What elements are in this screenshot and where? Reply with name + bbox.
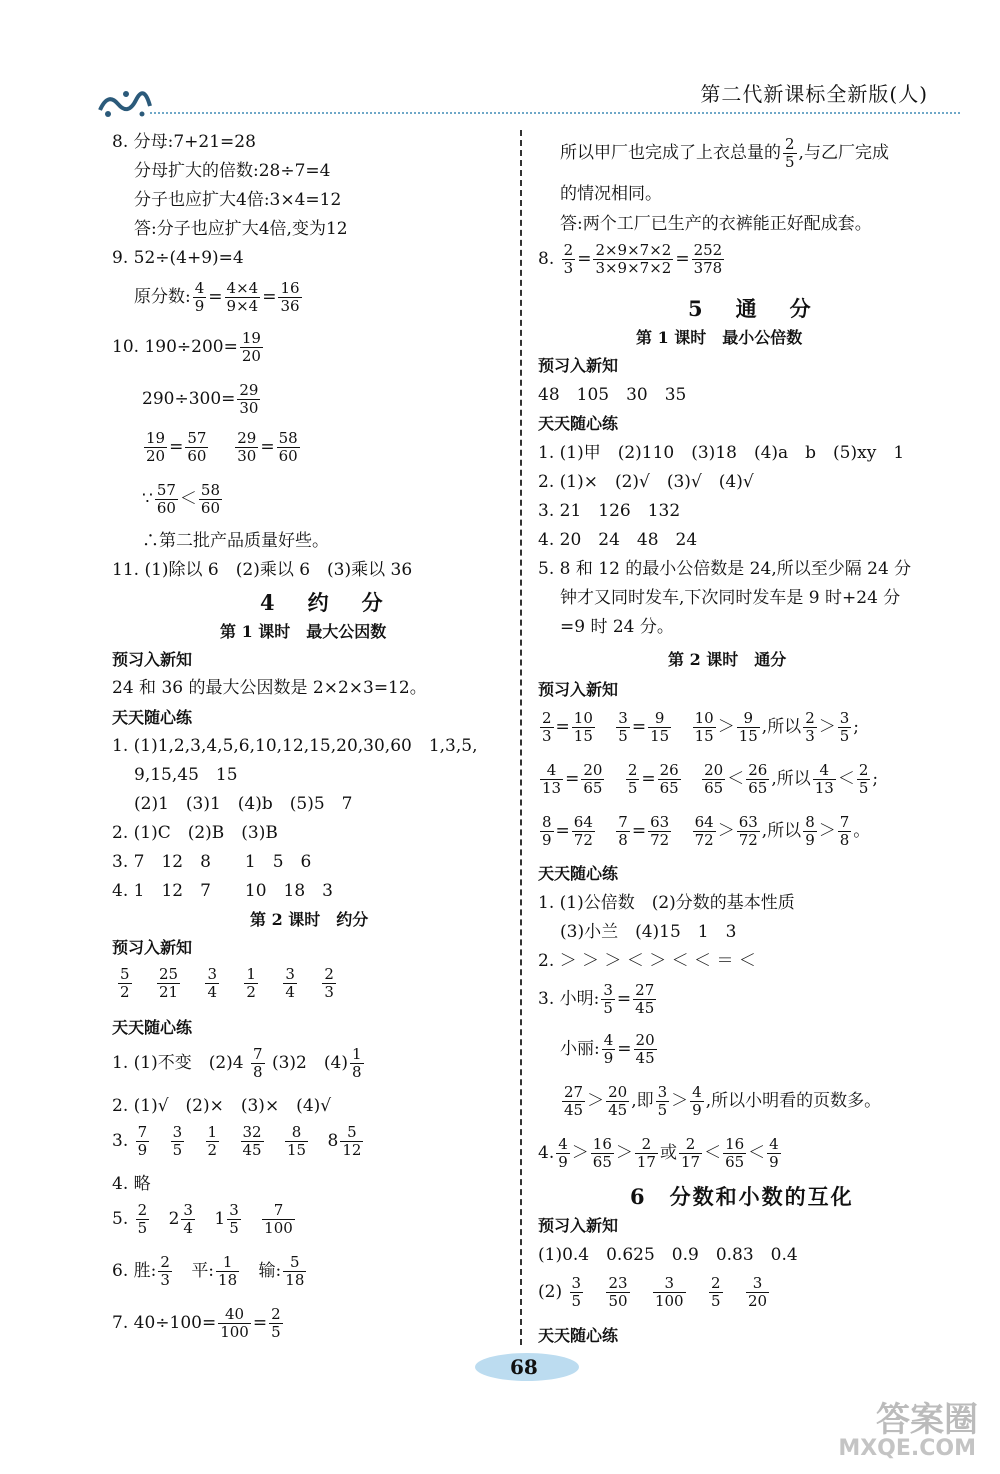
watermark-logo: 答案圈 xyxy=(876,1400,978,1440)
answer-line: 4. $\frac{4}{9}$ ＞ $\frac{16}{65}$ ＞ $\frac{2}{17}$ 或 $\frac{2}{17}$ ＜ $\frac{16}{65}$ ＜ $\frac{4}{9}$ xyxy=(538,1135,779,1171)
answer-line: 小丽: $\frac{4}{9}$ = $\frac{20}{45}$ xyxy=(560,1031,655,1067)
text-label: 5. xyxy=(112,1209,129,1229)
answer-line: ∵ $\frac{57}{60}$ ＜ $\frac{58}{60}$ xyxy=(142,481,221,517)
page-header xyxy=(0,0,1000,130)
answer-line: 分子也应扩大4倍:3×4=12 xyxy=(134,190,342,210)
text-label: 所以甲厂也完成了上衣总量的 xyxy=(560,143,781,163)
text-label: 所以 xyxy=(767,717,802,737)
subsection-label: 天天随心练 xyxy=(538,864,619,883)
text-label: 3. xyxy=(112,1131,129,1151)
fraction: $\frac{4}{9}$ xyxy=(194,279,205,315)
page-number: 68 xyxy=(510,1355,538,1379)
answer-line: 1. (1)不变 (2)4 $\frac{7}{8}$ (3)2 (4) $\frac{1}{8}$ xyxy=(112,1045,362,1081)
answer-line: 所以甲厂也完成了上衣总量的 $\frac{2}{5}$ ,与乙厂完成 xyxy=(560,135,889,171)
text-label: ,与乙厂完成 xyxy=(798,143,889,163)
answer-line: 答:分子也应扩大4倍,变为12 xyxy=(134,219,348,239)
header-rule xyxy=(150,112,960,114)
answer-line: 3. 7 12 8 1 5 6 xyxy=(112,852,312,872)
text-label: 所以 xyxy=(767,821,802,841)
answer-line: 2. (1)C (2)B (3)B xyxy=(112,823,278,843)
subsection-label: 预习入新知 xyxy=(538,680,619,699)
answer-line: 2. (1)× (2)√ (3)√ (4)√ xyxy=(538,472,754,492)
subsection-label: 预习入新知 xyxy=(112,938,193,957)
answer-line: (1)0.4 0.625 0.9 0.83 0.4 xyxy=(538,1245,798,1265)
answer-line: 24 和 36 的最大公因数是 2×2×3=12。 xyxy=(112,678,427,698)
text-label: 4. xyxy=(538,1143,555,1163)
answer-line: 1. (1)甲 (2)110 (3)18 (4)a b (5)xy 1 xyxy=(538,443,905,463)
answer-line: 4. 略 xyxy=(112,1174,151,1194)
fraction: $\frac{4\times 4}{9\times 4}$ xyxy=(226,279,259,315)
answer-line: 2. (1)√ (2)× (3)× (4)√ xyxy=(112,1096,332,1116)
subsection-label: 天天随心练 xyxy=(112,1018,193,1037)
answer-line: (2) $\frac{3}{5}$ $\frac{23}{50}$ $\frac{3}{100}$ $\frac{2}{5}$ $\frac{3}{20}$ xyxy=(538,1274,768,1310)
answer-line: 原分数: $\frac{4}{9}$ = $\frac{4\times 4}{9\times 4}$ = $\frac{16}{36}$ xyxy=(134,279,300,315)
text-label: 输: xyxy=(258,1261,282,1281)
text-label: 7. 40÷100= xyxy=(112,1313,217,1333)
lesson-title: 第 1 课时 最大公因数 xyxy=(220,622,387,641)
fraction: $\frac{29}{30}$ xyxy=(239,381,259,417)
answer-line: 8. $\frac{2}{3}$ = $\frac{2\times 9\times 7\times 2}{3\times 9\times 7\times 2}$ = $\frac{252}{378}$ xyxy=(538,241,723,277)
fraction: $\frac{16}{36}$ xyxy=(280,279,300,315)
answer-line xyxy=(112,330,265,365)
answer-line: (2)1 (3)1 (4)b (5)5 7 xyxy=(134,794,353,814)
answer-line: $\frac{19}{20}$ = $\frac{57}{60}$ $\frac{29}{30}$ = $\frac{58}{60}$ xyxy=(146,429,298,465)
subsection-label: 天天随心练 xyxy=(538,1326,619,1345)
answer-line: $\frac{8}{9}$ = $\frac{64}{72}$ $\frac{7}{8}$ = $\frac{63}{72}$ $\frac{64}{72}$ ＞ $\frac{63}{72}$ ,所以 $\frac{8}{9}$ ＞ $\frac{7}{8}$ 。 xyxy=(542,813,871,849)
lesson-title: 第 2 课时 通分 xyxy=(668,650,787,669)
answer-line: 8. 分母:7+21=28 xyxy=(112,132,256,152)
column-divider xyxy=(520,130,522,1345)
subsection-label: 预习入新知 xyxy=(538,356,619,375)
answer-line: 1. (1)1,2,3,4,5,6,10,12,15,20,30,60 1,3,5, xyxy=(112,736,478,756)
decorative-logo-icon xyxy=(96,86,154,120)
answer-line: 3. 小明: $\frac{3}{5}$ = $\frac{27}{45}$ xyxy=(538,981,655,1017)
text-label: (3)2 (4) xyxy=(271,1053,348,1073)
subsection-label: 天天随心练 xyxy=(538,414,619,433)
text-label: ,即 xyxy=(631,1091,654,1111)
text-label: (2) xyxy=(538,1282,563,1302)
section-title: 6 分数和小数的互化 xyxy=(630,1184,854,1209)
subsection-label: 天天随心练 xyxy=(112,708,193,727)
answer-line: $\frac{27}{45}$ ＞ $\frac{20}{45}$ ,即 $\frac{3}{5}$ ＞ $\frac{4}{9}$ ,所以小明看的页数多。 xyxy=(564,1083,882,1119)
answer-line: 钟才又同时发车,下次同时发车是 9 时+24 分 xyxy=(560,588,901,608)
answer-line: $\frac{4}{13}$ = $\frac{20}{65}$ $\frac{2}{5}$ = $\frac{26}{65}$ $\frac{20}{65}$ ＜ $\frac{26}{65}$ ,所以 $\frac{4}{13}$ ＜ $\frac{2}{5}$ ; xyxy=(542,761,879,797)
answer-line: ∴第二批产品质量好些。 xyxy=(142,531,329,551)
answer-line: 9,15,45 15 xyxy=(134,765,238,785)
answer-line: 的情况相同。 xyxy=(560,184,662,204)
text-label: 或 xyxy=(659,1143,677,1163)
answer-line: 2. ＞ ＞ ＞ ＜ ＞ ＜ ＜ ＝ ＜ xyxy=(538,951,756,971)
section-title: 5 通 分 xyxy=(688,296,817,321)
text-label: 3. 小明: xyxy=(538,989,600,1009)
lesson-title: 第 1 课时 最小公倍数 xyxy=(636,328,803,347)
answer-line: =9 时 24 分。 xyxy=(560,617,674,637)
text-label: 原分数: xyxy=(134,287,191,307)
answer-line: 11. (1)除以 6 (2)乘以 6 (3)乘以 36 xyxy=(112,560,413,580)
answer-line: 7. 40÷100= $\frac{40}{100}$ = $\frac{2}{5}$ xyxy=(112,1305,281,1341)
text-label: 6. 胜: xyxy=(112,1261,157,1281)
text-label: 290÷300= xyxy=(142,389,236,409)
answer-line: 5. 8 和 12 的最小公倍数是 24,所以至少隔 24 分 xyxy=(538,559,912,579)
answer-line: $\frac{2}{3}$ = $\frac{10}{15}$ $\frac{3}{5}$ = $\frac{9}{15}$ $\frac{10}{15}$ ＞ $\frac{9}{15}$ ,所以 $\frac{2}{3}$ ＞ $\frac{3}{5}$ ; xyxy=(542,709,860,745)
section-title: 4 约 分 xyxy=(260,590,389,615)
text-label: 所以 xyxy=(776,769,811,789)
subsection-label: 预习入新知 xyxy=(112,650,193,669)
answer-line: 48 105 30 35 xyxy=(538,385,687,405)
answer-line: (3)小兰 (4)15 1 3 xyxy=(560,922,737,942)
text-label: 1. (1)不变 (2)4 xyxy=(112,1053,244,1073)
text-label: 10. 190÷200= xyxy=(112,337,238,357)
answer-line: 3. $\frac{7}{9}$ $\frac{3}{5}$ $\frac{1}{2}$ $\frac{32}{45}$ $\frac{8}{15}$ 8 $\frac{5}{12}$ xyxy=(112,1123,362,1159)
answer-line: $\frac{5}{2}$ $\frac{25}{21}$ $\frac{3}{4}$ $\frac{1}{2}$ $\frac{3}{4}$ $\frac{2}{3}$ xyxy=(120,965,334,1001)
answer-line: 分母扩大的倍数:28÷7=4 xyxy=(134,161,331,181)
answer-line: 9. 52÷(4+9)=4 xyxy=(112,248,244,268)
answer-line: 1. (1)公倍数 (2)分数的基本性质 xyxy=(538,893,795,913)
answer-line: 4. 1 12 7 10 18 3 xyxy=(112,881,333,901)
answer-line: 5. $\frac{2}{5}$ 2 $\frac{3}{4}$ 1 $\frac{3}{5}$ $\frac{7}{100}$ xyxy=(112,1201,293,1237)
answer-line: 3. 21 126 132 xyxy=(538,501,681,521)
because-symbol: ∵ xyxy=(142,489,153,509)
text-label: 平: xyxy=(191,1261,215,1281)
answer-line: 答:两个工厂已生产的衣裤能正好配成套。 xyxy=(560,214,872,234)
answer-line: 4. 20 24 48 24 xyxy=(538,530,698,550)
text-label: 小丽: xyxy=(560,1039,600,1059)
header-title: 第二代新课标全新版(人) xyxy=(700,82,928,106)
answer-line: 6. 胜: $\frac{2}{3}$ 平: $\frac{1}{18}$ 输: $\frac{5}{18}$ xyxy=(112,1253,305,1289)
lesson-title: 第 2 课时 约分 xyxy=(250,910,369,929)
watermark-url: MXQE.COM xyxy=(838,1436,976,1461)
text-label: ,所以小明看的页数多。 xyxy=(705,1091,882,1111)
subsection-label: 预习入新知 xyxy=(538,1216,619,1235)
answer-line xyxy=(142,382,262,417)
fraction: $\frac{19}{20}$ xyxy=(241,329,261,365)
text-label: 8. xyxy=(538,249,555,269)
